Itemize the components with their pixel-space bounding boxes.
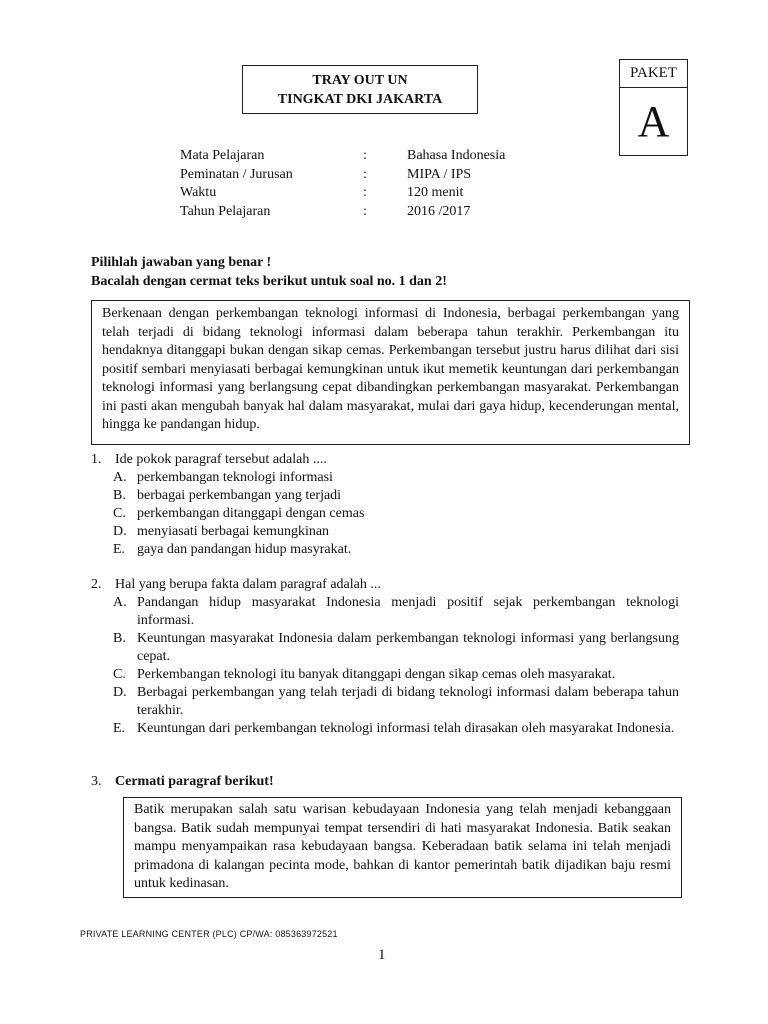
- option-letter: B.: [113, 488, 126, 503]
- option-letter: B.: [113, 631, 126, 646]
- option-text: gaya dan pandangan hidup masyrakat.: [137, 542, 352, 557]
- info-value: 120 menit: [407, 185, 464, 200]
- paket-box: [619, 59, 688, 156]
- option-list: [113, 594, 679, 738]
- reading-passage-2: Batik merupakan salah satu warisan kebudayaan Indonesia yang telah menjadi kebanggaan bangsa. Batik sudah mempunyai tempat tersendiri di hati masyarakat Indonesia. Batik seakan mampu menyampaikan rasa kebudayaan bangsa. Keberadaan batik selama ini telah menjadi primadona di kalangan pecinta mode, bahkan di kantor pemerintah batik dijadikan baju resmi untuk kedinasan.: [123, 797, 682, 898]
- option-letter: C.: [113, 667, 126, 682]
- question-number: 2.: [91, 577, 102, 592]
- footer-text: PRIVATE LEARNING CENTER (PLC) CP/WA: 085363972521: [80, 929, 338, 939]
- option-a[interactable]: [113, 594, 679, 630]
- info-row-time: [180, 184, 540, 203]
- exam-title-box: [242, 65, 478, 114]
- info-row-year: [180, 203, 540, 222]
- info-value: 2016 /2017: [407, 203, 471, 219]
- info-label: Mata Pelajaran: [180, 148, 265, 163]
- question-stem: Ide pokok paragraf tersebut adalah ....: [115, 452, 327, 467]
- info-value: Bahasa Indonesia: [407, 148, 506, 163]
- option-letter: E.: [113, 542, 126, 557]
- option-e[interactable]: [113, 541, 679, 559]
- info-label: Waktu: [180, 185, 217, 200]
- option-text: perkembangan ditanggapi dengan cemas: [137, 506, 365, 521]
- option-letter: A.: [113, 595, 127, 610]
- option-letter: C.: [113, 506, 126, 521]
- option-text: menyiasati berbagai kemungkinan: [137, 524, 330, 539]
- option-letter: D.: [113, 524, 127, 539]
- option-text: berbagai perkembangan yang terjadi: [137, 488, 342, 503]
- info-separator: :: [363, 166, 367, 182]
- info-label: Peminatan / Jurusan: [180, 166, 293, 182]
- option-text: perkembangan teknologi informasi: [137, 470, 333, 485]
- option-text: Keuntungan masyarakat Indonesia dalam perkembangan teknologi informasi yang berlangsung cepat.: [137, 631, 679, 664]
- option-c[interactable]: [113, 505, 679, 523]
- reading-passage-1: Berkenaan dengan perkembangan teknologi informasi di Indonesia, berbagai perkembangan yang telah terjadi di bidang teknologi informasi dalam beberapa tahun terakhir. Perkembangan itu hendaknya ditanggapi bukan dengan sikap cemas. Perkembangan tersebut justru harus dilihat dari sisi positif sembari menyiasati berbagai kemungkinan untuk ikut memetik keuntungan dari perkembangan teknologi informasi yang berlangsung cepat dibandingkan perkembangan masyarakat. Perkembangan ini pasti akan mengubah banyak hal dalam masyarakat, mulai dari gaya hidup, kecenderungan mental, hingga ke pandangan hidup.: [91, 300, 690, 445]
- option-text: Pandangan hidup masyarakat Indonesia menjadi positif sejak perkembangan teknologi informasi.: [137, 595, 679, 628]
- question-stem: Cermati paragraf berikut!: [115, 774, 274, 789]
- paket-label: PAKET: [620, 60, 687, 88]
- paket-letter: A: [637, 97, 670, 146]
- option-b[interactable]: [113, 630, 679, 666]
- question-3: [91, 773, 691, 793]
- info-separator: :: [363, 148, 367, 163]
- exam-info-table: [180, 147, 540, 221]
- option-text: Perkembangan teknologi itu banyak ditanggapi dengan sikap cemas oleh masyarakat.: [137, 667, 616, 682]
- option-a[interactable]: [113, 469, 679, 487]
- option-letter: E.: [113, 721, 126, 736]
- question-stem: Hal yang berupa fakta dalam paragraf adalah ...: [115, 577, 381, 592]
- option-text: Berbagai perkembangan yang telah terjadi di bidang teknologi informasi dalam beberapa tahun terakhir.: [137, 685, 679, 718]
- question-number: 1.: [91, 452, 102, 467]
- info-row-subject: [180, 147, 540, 166]
- question-2: [91, 576, 691, 756]
- question-number: 3.: [91, 774, 102, 789]
- exam-title-line2: TINGKAT DKI JAKARTA: [277, 92, 443, 107]
- option-d[interactable]: [113, 523, 679, 541]
- option-letter: D.: [113, 685, 127, 700]
- option-letter: A.: [113, 470, 127, 485]
- instruction-line1: Pilihlah jawaban yang benar !: [91, 255, 272, 270]
- option-d[interactable]: [113, 684, 679, 720]
- option-list: [113, 469, 679, 559]
- info-separator: :: [363, 203, 367, 219]
- exam-title-line1: TRAY OUT UN: [312, 73, 408, 88]
- info-label: Tahun Pelajaran: [180, 203, 271, 219]
- option-text: Keuntungan dari perkembangan teknologi informasi telah dirasakan oleh masyarakat Indonesia.: [137, 721, 675, 736]
- option-b[interactable]: [113, 487, 679, 505]
- page-number: 1: [378, 947, 386, 963]
- info-value: MIPA / IPS: [407, 166, 472, 182]
- info-row-major: [180, 166, 540, 185]
- instruction-line2: Bacalah dengan cermat teks berikut untuk soal no. 1 dan 2!: [91, 273, 447, 289]
- option-c[interactable]: [113, 666, 679, 684]
- info-separator: :: [363, 185, 367, 200]
- option-e[interactable]: [113, 720, 679, 738]
- instructions: [91, 254, 447, 291]
- question-1: [91, 451, 691, 561]
